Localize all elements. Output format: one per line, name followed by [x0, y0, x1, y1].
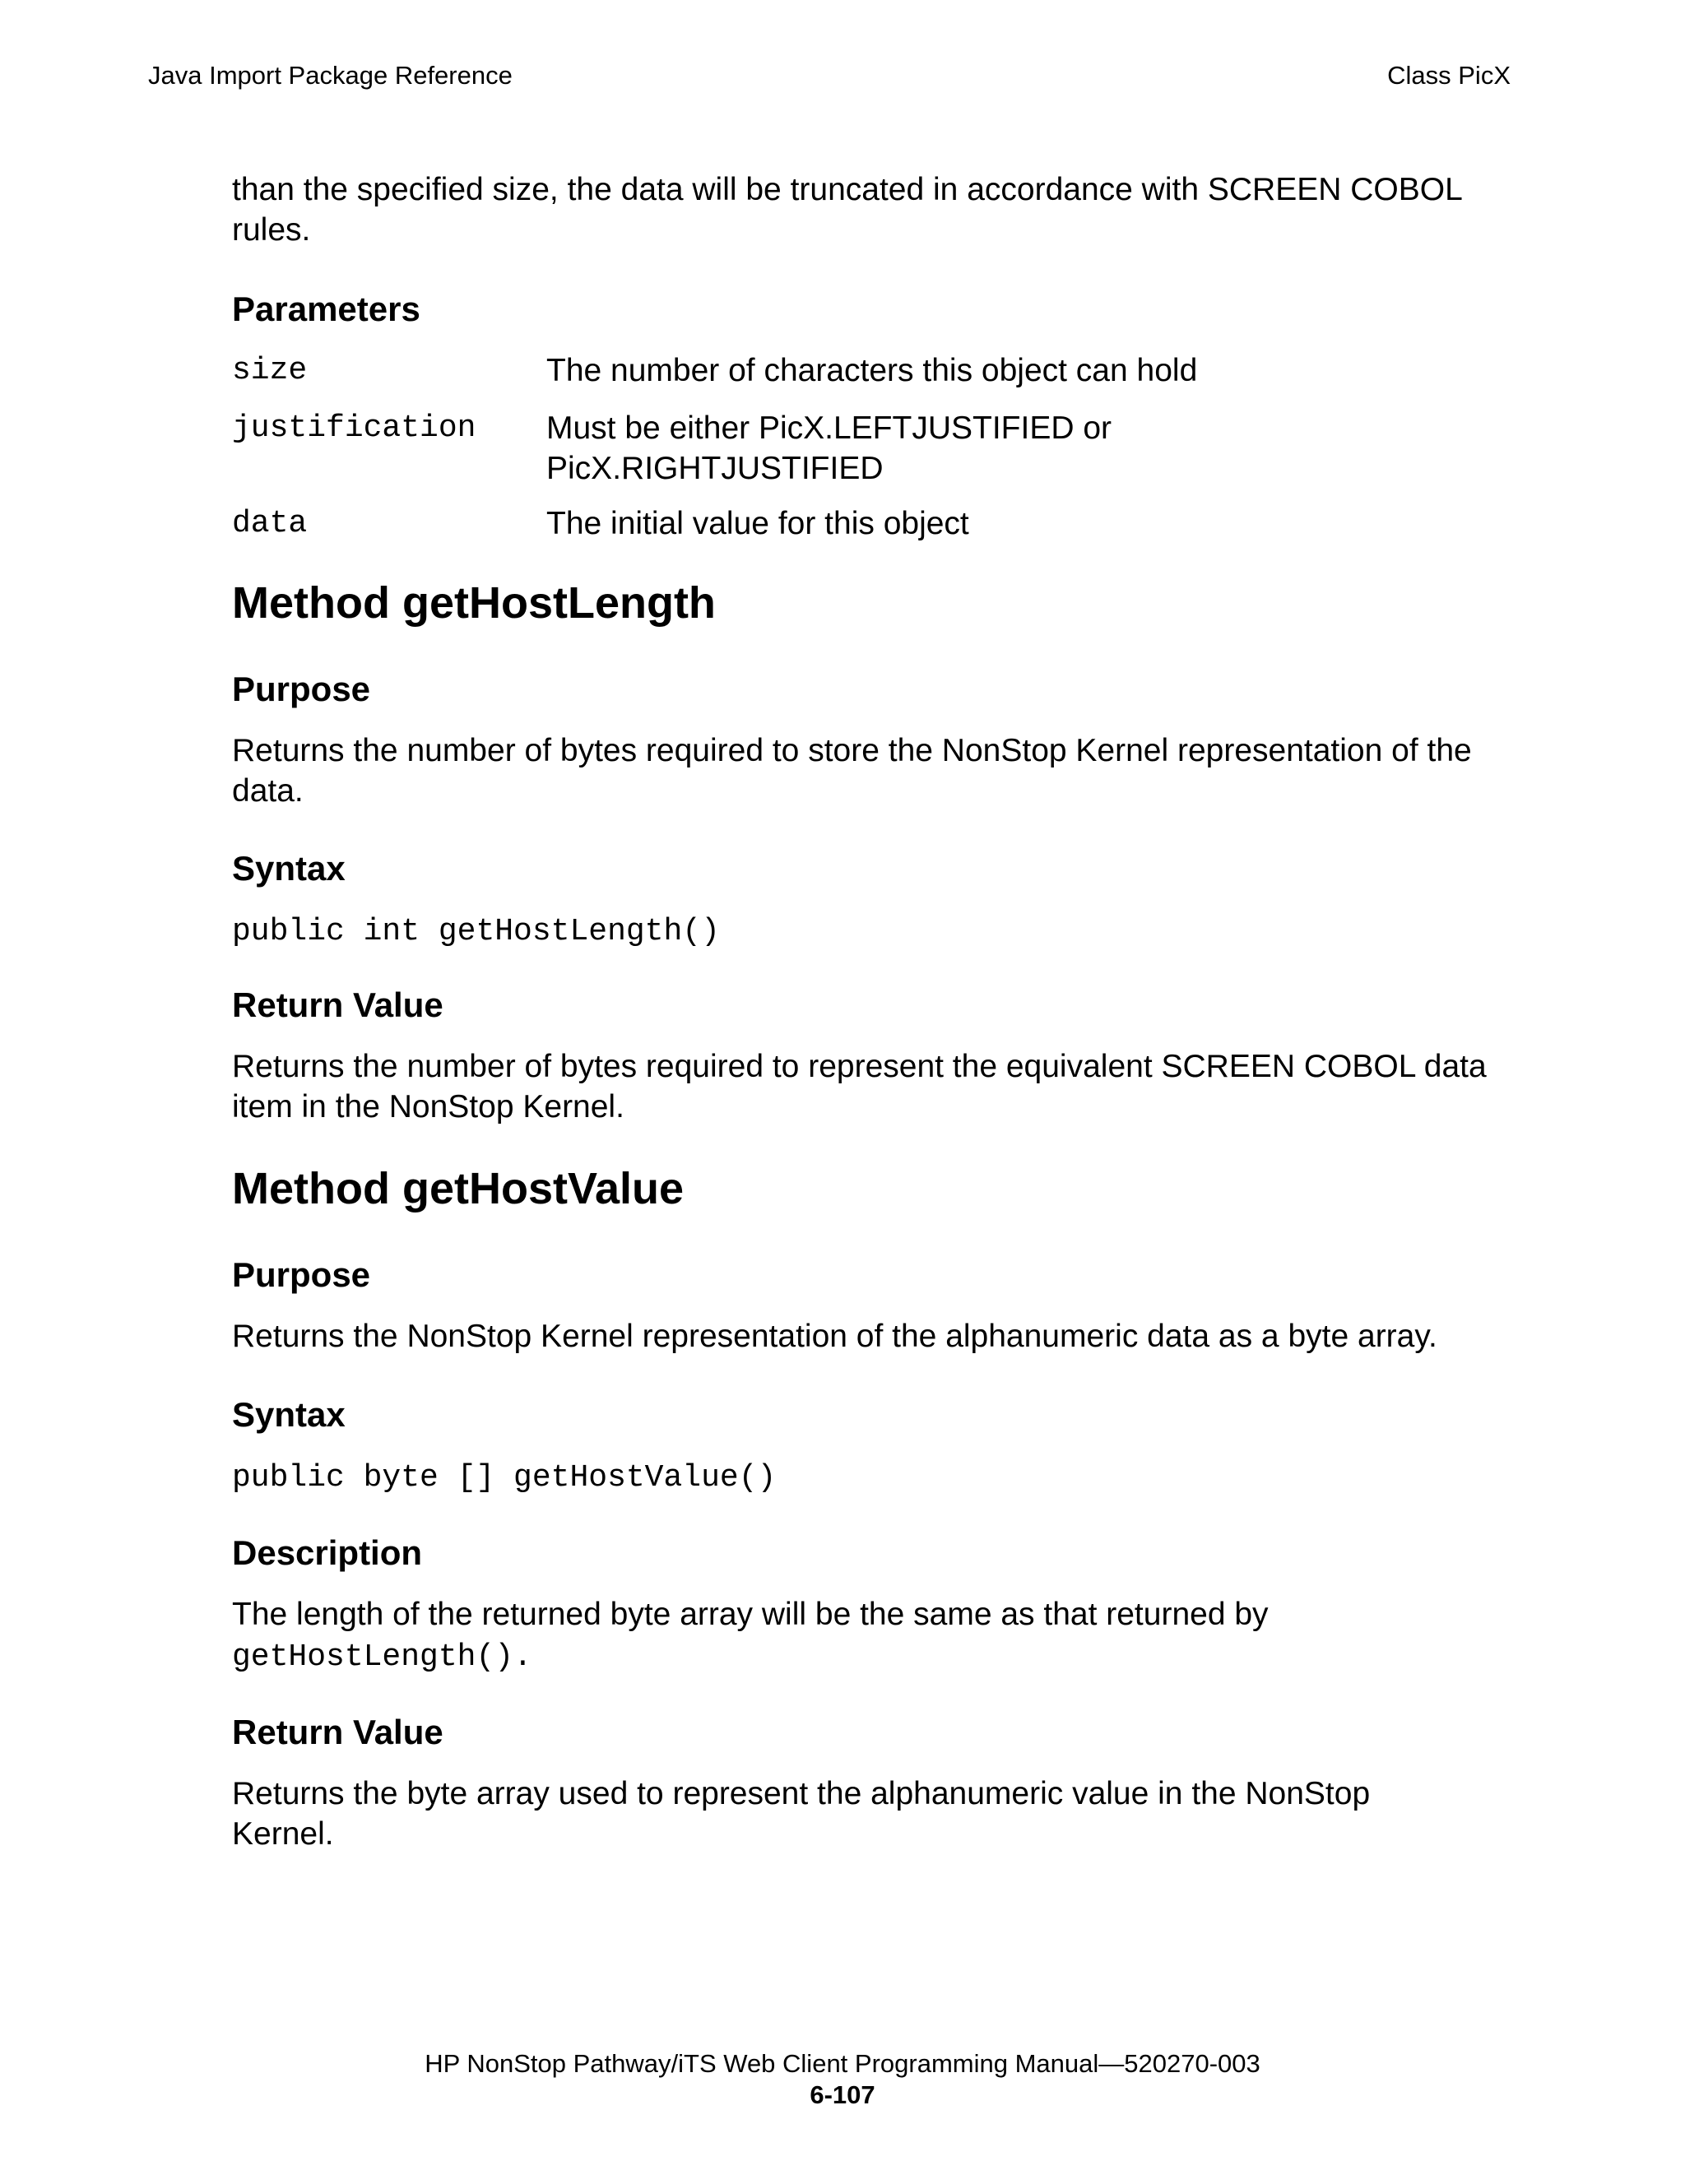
parameter-name: size [232, 353, 308, 388]
description-heading: Description [232, 1533, 423, 1572]
description-text: The length of the returned byte array will be the same as that returned by [232, 1597, 1269, 1632]
parameter-name: justification [232, 410, 476, 446]
parameter-description: The number of characters this object can hold [546, 353, 1198, 388]
return-value-heading: Return Value [232, 1713, 443, 1751]
syntax-code: public byte [] getHostValue() [232, 1460, 777, 1495]
method-getHostValue-title: Method getHostValue [232, 1164, 685, 1213]
return-value-heading: Return Value [232, 985, 443, 1024]
purpose-paragraph: Returns the NonStop Kernel representation of the alphanumeric data as a byte array. [232, 1319, 1437, 1354]
purpose-heading: Purpose [232, 1255, 371, 1294]
header-section-title: Class PicX [1387, 61, 1511, 90]
purpose-paragraph: Returns the number of bytes required to store the NonStop Kernel representation of the data. [232, 733, 1472, 809]
footer-page-number: 6-107 [810, 2080, 875, 2109]
syntax-code: public int getHostLength() [232, 914, 720, 949]
running-header [148, 59, 1511, 92]
syntax-heading: Syntax [232, 1395, 346, 1434]
syntax-heading: Syntax [232, 849, 346, 888]
parameter-description: The initial value for this object [546, 506, 969, 541]
description-paragraph [232, 1594, 1516, 1677]
intro-paragraph: than the specified size, the data will be truncated in accordance with SCREEN COBOL rules. [232, 172, 1462, 248]
header-doc-title: Java Import Package Reference [148, 61, 513, 90]
page-footer [0, 2048, 1685, 2111]
footer-manual-title: HP NonStop Pathway/iTS Web Client Programming Manual—520270-003 [425, 2049, 1260, 2078]
parameters-heading: Parameters [232, 290, 420, 328]
return-value-paragraph: Returns the number of bytes required to represent the equivalent SCREEN COBOL data item in the NonStop Kernel. [232, 1049, 1487, 1124]
method-getHostLength-title: Method getHostLength [232, 578, 716, 628]
purpose-heading: Purpose [232, 670, 371, 708]
return-value-paragraph: Returns the byte array used to represent the alphanumeric value in the NonStop Kernel. [232, 1776, 1371, 1852]
parameter-name: data [232, 506, 308, 541]
description-code: getHostLength(). [232, 1639, 532, 1675]
parameter-description: Must be either PicX.LEFTJUSTIFIED or PicX.RIGHTJUSTIFIED [546, 410, 1112, 486]
